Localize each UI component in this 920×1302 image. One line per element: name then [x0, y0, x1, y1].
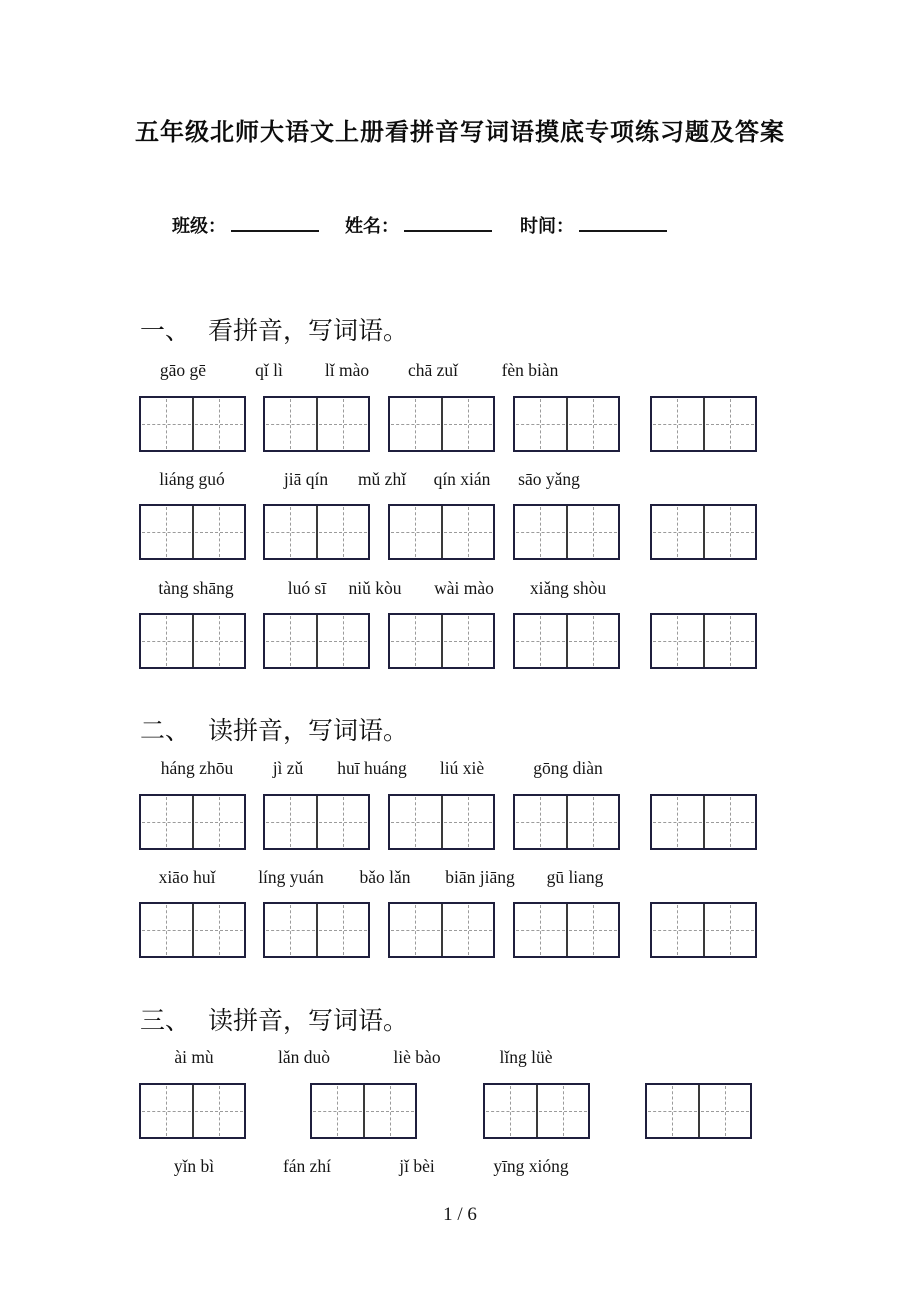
pinyin-row	[0, 578, 920, 602]
grid-cell	[390, 398, 441, 450]
writing-grid-box	[263, 613, 370, 669]
writing-grid-box	[263, 396, 370, 452]
grid-cell	[316, 398, 369, 450]
writing-grid-box	[513, 504, 620, 560]
grid-cell	[265, 904, 316, 956]
class-blank-line	[231, 212, 319, 232]
pinyin-label: chā zuǐ	[407, 360, 459, 380]
writing-grid-box	[139, 794, 246, 850]
writing-grid-box	[388, 613, 495, 669]
answer-box-row	[0, 504, 920, 560]
time-field	[520, 212, 667, 240]
grid-cell	[703, 506, 756, 558]
grid-cell	[390, 904, 441, 956]
grid-cell	[192, 615, 245, 667]
time-blank-line	[579, 212, 667, 232]
grid-cell	[441, 796, 494, 848]
pinyin-label: jì zǔ	[272, 758, 304, 778]
pinyin-label: mǔ zhǐ	[357, 469, 407, 489]
pinyin-label: qǐ lì	[255, 360, 283, 380]
writing-grid-box	[483, 1083, 590, 1139]
section-2-number: 二、	[140, 718, 191, 745]
pinyin-label: ài mù	[174, 1047, 214, 1067]
writing-grid-box	[513, 396, 620, 452]
pinyin-label: sāo yǎng	[518, 469, 580, 489]
writing-grid-box	[650, 794, 757, 850]
section-3-title: 读拼音，写词语。	[208, 1008, 409, 1035]
pinyin-label: lǐ mào	[324, 360, 370, 380]
section-2-heading	[140, 711, 408, 747]
writing-grid-box	[650, 902, 757, 958]
pinyin-label: lǐng lüè	[499, 1047, 553, 1067]
grid-cell	[265, 506, 316, 558]
grid-cell	[703, 796, 756, 848]
grid-cell	[441, 904, 494, 956]
grid-cell	[515, 506, 566, 558]
grid-cell	[316, 615, 369, 667]
pinyin-label: bǎo lǎn	[359, 867, 411, 887]
grid-cell	[652, 398, 703, 450]
grid-cell	[566, 796, 619, 848]
writing-grid-box	[513, 902, 620, 958]
grid-cell	[652, 506, 703, 558]
grid-cell	[390, 615, 441, 667]
grid-cell	[703, 904, 756, 956]
writing-grid-box	[650, 396, 757, 452]
answer-box-row	[0, 613, 920, 669]
grid-cell	[141, 1085, 192, 1137]
pinyin-label: biān jiāng	[445, 867, 515, 887]
writing-grid-box	[139, 504, 246, 560]
class-field	[172, 212, 319, 240]
writing-grid-box	[388, 902, 495, 958]
pinyin-label: gū liang	[546, 867, 604, 887]
writing-grid-box	[388, 794, 495, 850]
writing-grid-box	[139, 1083, 246, 1139]
grid-cell	[141, 904, 192, 956]
pinyin-label: gōng diàn	[533, 758, 603, 778]
grid-cell	[390, 506, 441, 558]
name-blank-line	[404, 212, 492, 232]
pinyin-label: tàng shāng	[158, 578, 234, 598]
grid-cell	[703, 398, 756, 450]
grid-cell	[515, 904, 566, 956]
pinyin-label: liú xiè	[439, 758, 485, 778]
grid-cell	[192, 1085, 245, 1137]
pinyin-label: wài mào	[434, 578, 494, 598]
section-3-number: 三、	[140, 1008, 191, 1035]
answer-box-row	[0, 794, 920, 850]
grid-cell	[316, 904, 369, 956]
grid-cell	[141, 398, 192, 450]
class-label: 班级：	[172, 216, 226, 236]
writing-grid-box	[263, 902, 370, 958]
grid-cell	[363, 1085, 416, 1137]
pinyin-row	[0, 1047, 920, 1071]
pinyin-label: luó sī	[287, 578, 327, 598]
grid-cell	[192, 398, 245, 450]
pinyin-row	[0, 469, 920, 493]
writing-grid-box	[139, 396, 246, 452]
name-label: 姓名：	[345, 216, 399, 236]
writing-grid-box	[263, 504, 370, 560]
grid-cell	[265, 615, 316, 667]
grid-cell	[566, 506, 619, 558]
pinyin-row	[0, 758, 920, 782]
pinyin-label: xiāo huǐ	[158, 867, 216, 887]
pinyin-label: yīng xióng	[493, 1156, 569, 1176]
pinyin-label: háng zhōu	[160, 758, 234, 778]
grid-cell	[316, 506, 369, 558]
grid-cell	[441, 506, 494, 558]
page-title: 五年级北师大语文上册看拼音写词语摸底专项练习题及答案	[135, 119, 785, 146]
answer-box-row	[0, 1083, 920, 1139]
pinyin-label: gāo gē	[159, 360, 207, 380]
grid-cell	[141, 796, 192, 848]
pinyin-label: jiā qín	[283, 469, 329, 489]
grid-cell	[536, 1085, 589, 1137]
pinyin-label: lǎn duò	[277, 1047, 331, 1067]
section-3-heading	[140, 1001, 408, 1037]
writing-grid-box	[650, 504, 757, 560]
pinyin-label: qín xián	[433, 469, 491, 489]
writing-grid-box	[388, 504, 495, 560]
grid-cell	[566, 615, 619, 667]
section-1-heading	[140, 311, 408, 347]
grid-cell	[265, 398, 316, 450]
pinyin-label: jǐ bèi	[399, 1156, 435, 1176]
pinyin-label: líng yuán	[258, 867, 324, 887]
writing-grid-box	[645, 1083, 752, 1139]
pinyin-label: huī huáng	[337, 758, 407, 778]
pinyin-label: fán zhí	[282, 1156, 332, 1176]
grid-cell	[703, 615, 756, 667]
writing-grid-box	[139, 902, 246, 958]
pinyin-row	[0, 1156, 920, 1180]
grid-cell	[515, 398, 566, 450]
writing-grid-box	[139, 613, 246, 669]
writing-grid-box	[310, 1083, 417, 1139]
grid-cell	[652, 615, 703, 667]
grid-cell	[441, 615, 494, 667]
grid-cell	[141, 506, 192, 558]
grid-cell	[698, 1085, 751, 1137]
grid-cell	[485, 1085, 536, 1137]
writing-grid-box	[263, 794, 370, 850]
writing-grid-box	[513, 794, 620, 850]
grid-cell	[441, 398, 494, 450]
grid-cell	[312, 1085, 363, 1137]
writing-grid-box	[513, 613, 620, 669]
pinyin-row	[0, 360, 920, 384]
writing-grid-box	[388, 396, 495, 452]
section-2-title: 读拼音，写词语。	[208, 718, 409, 745]
grid-cell	[192, 904, 245, 956]
grid-cell	[390, 796, 441, 848]
writing-grid-box	[650, 613, 757, 669]
grid-cell	[192, 796, 245, 848]
grid-cell	[515, 796, 566, 848]
answer-box-row	[0, 396, 920, 452]
page-number: 1 / 6	[443, 1204, 477, 1225]
grid-cell	[647, 1085, 698, 1137]
grid-cell	[316, 796, 369, 848]
pinyin-label: yǐn bì	[173, 1156, 215, 1176]
pinyin-label: liè bào	[393, 1047, 441, 1067]
grid-cell	[265, 796, 316, 848]
grid-cell	[652, 796, 703, 848]
pinyin-row	[0, 867, 920, 891]
name-field	[345, 212, 492, 240]
grid-cell	[566, 904, 619, 956]
answer-box-row	[0, 902, 920, 958]
pinyin-label: liáng guó	[159, 469, 225, 489]
section-1-number: 一、	[140, 318, 191, 345]
pinyin-label: niǔ kòu	[348, 578, 402, 598]
grid-cell	[652, 904, 703, 956]
grid-cell	[141, 615, 192, 667]
grid-cell	[515, 615, 566, 667]
grid-cell	[192, 506, 245, 558]
section-1-title: 看拼音，写词语。	[208, 318, 409, 345]
pinyin-label: xiǎng shòu	[529, 578, 607, 598]
time-label: 时间：	[520, 216, 574, 236]
grid-cell	[566, 398, 619, 450]
pinyin-label: fèn biàn	[501, 360, 559, 380]
